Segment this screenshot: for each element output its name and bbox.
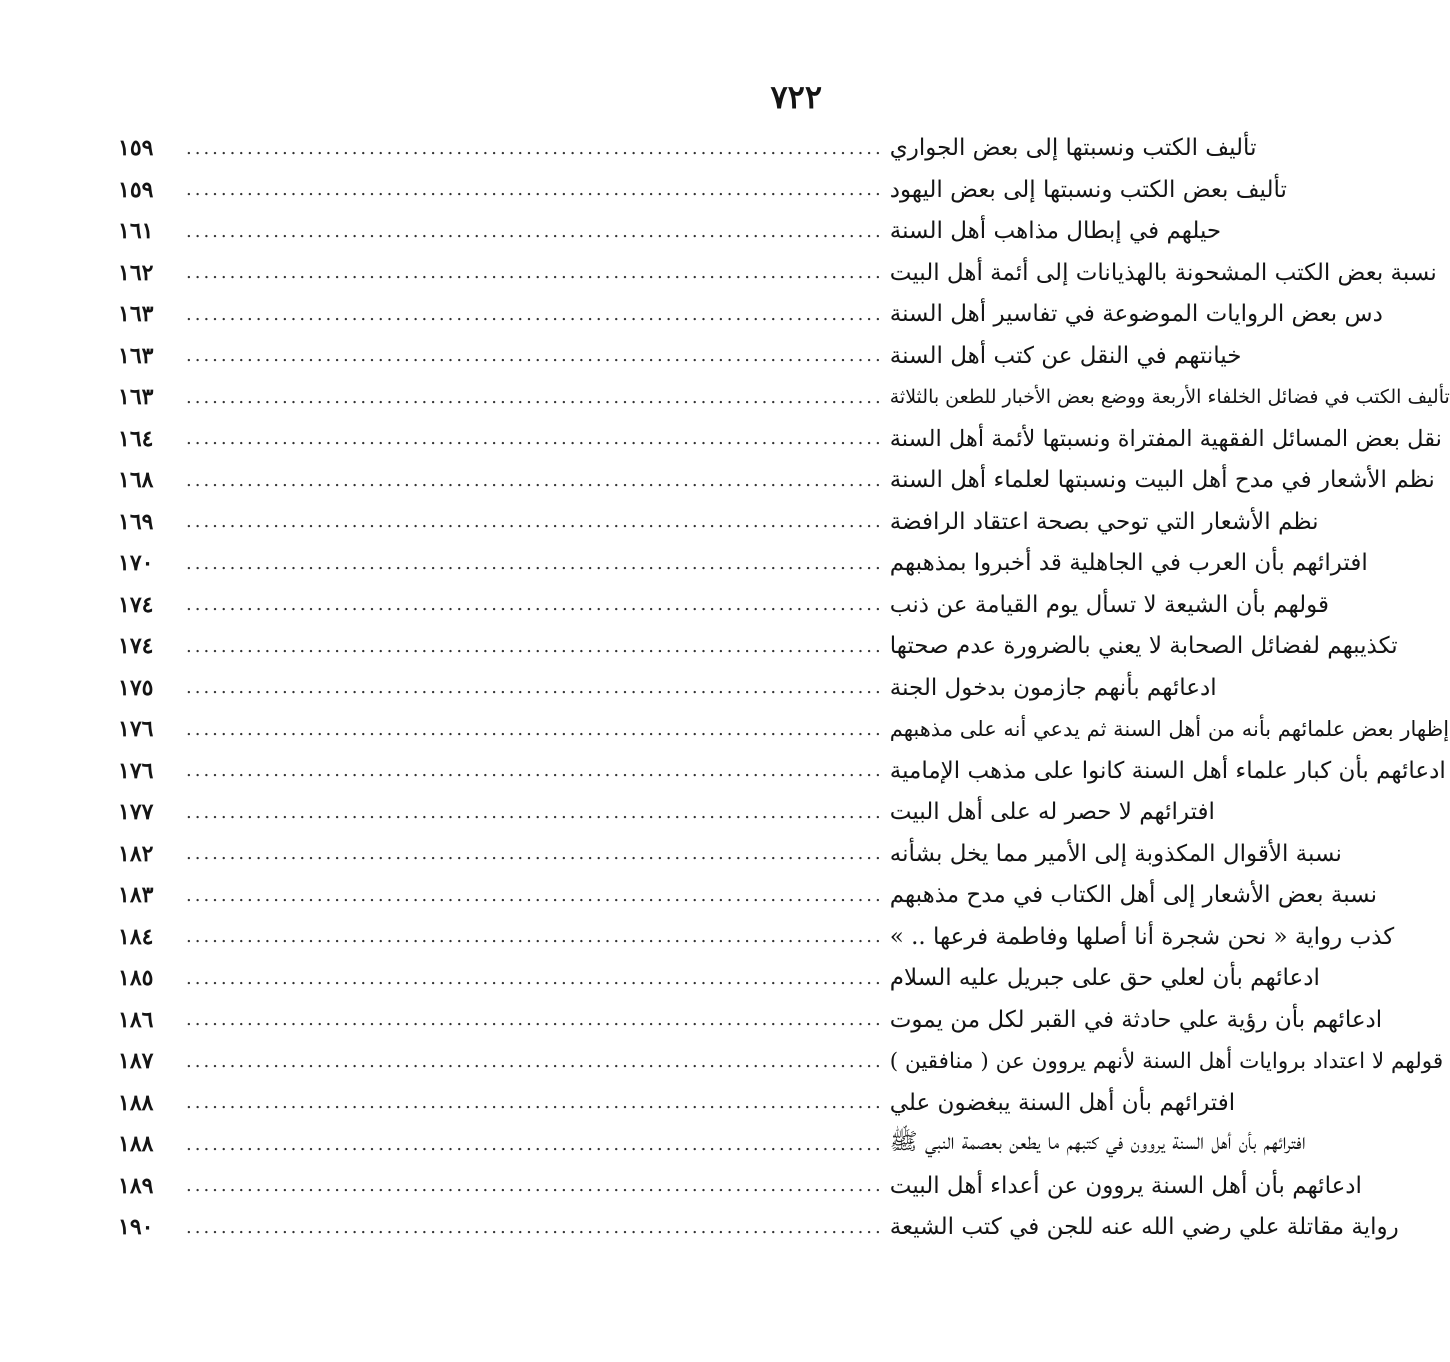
toc-entry	[118, 170, 1287, 210]
toc-leader-dots: ................................................................................	[186, 345, 884, 366]
toc-leader-dots: ................................................................................	[186, 594, 884, 615]
toc-entry	[118, 1166, 1362, 1206]
page-number: ٧٢٢	[770, 78, 822, 116]
toc-entry	[118, 1207, 1399, 1247]
toc-entry	[118, 543, 1368, 583]
toc-leader-dots: ................................................................................	[186, 718, 884, 740]
toc-leader-dots: ................................................................................	[186, 1175, 884, 1196]
toc-entry	[118, 336, 1242, 376]
toc-entry-page: ١٦٣	[118, 342, 154, 369]
toc-entry-page: ١٦٤	[118, 425, 154, 452]
toc-entry	[118, 834, 1342, 874]
toc-entry-page: ١٨٣	[118, 882, 154, 908]
toc-entry-title: نقل بعض المسائل الفقهية المفتراة ونسبتها لأئمة أهل السنة	[889, 425, 1442, 452]
toc-entry	[118, 1000, 1383, 1040]
toc-leader-dots: ................................................................................	[186, 386, 884, 408]
toc-entry-page: ١٥٩	[118, 135, 154, 161]
toc-entry-page: ١٨٨	[118, 1131, 154, 1157]
toc-entry-title: نظم الأشعار التي توحي بصحة اعتقاد الرافضة	[889, 508, 1319, 535]
toc-entry	[118, 1124, 1306, 1164]
toc-entry	[118, 128, 1257, 168]
toc-leader-dots: ................................................................................	[186, 843, 884, 864]
toc-entry	[118, 377, 1450, 417]
toc-entry-title: نسبة الأقوال المكذوبة إلى الأمير مما يخل بشأنه	[889, 840, 1342, 867]
toc-entry	[118, 1083, 1236, 1123]
toc-entry-page: ١٨٩	[118, 1172, 154, 1199]
toc-entry-title: نسبة بعض الكتب المشحونة بالهذيانات إلى أئمة أهل البيت	[889, 259, 1437, 286]
toc-entry-page: ١٧٦	[118, 757, 154, 784]
toc-entry-page: ١٨٧	[118, 1048, 154, 1074]
toc-entry	[118, 1041, 1444, 1081]
toc-leader-dots: ................................................................................	[186, 469, 884, 491]
toc-entry-title: ادعائهم بأن رؤية علي حادثة في القبر لكل من يموت	[889, 1006, 1383, 1033]
toc-entry-page: ١٧٤	[118, 633, 154, 659]
toc-leader-dots: ................................................................................	[186, 511, 884, 532]
toc-entry-title: افترائهم بأن العرب في الجاهلية قد أخبروا بمذهبهم	[889, 550, 1368, 576]
toc-entry-page: ١٥٩	[118, 176, 154, 203]
toc-entry	[118, 792, 1215, 832]
toc-entry-title: تكذيبهم لفضائل الصحابة لا يعني بالضرورة عدم صحتها	[889, 633, 1398, 659]
toc-entry-title: رواية مقاتلة علي رضي الله عنه للجن في كتب الشيعة	[889, 1214, 1399, 1240]
toc-leader-dots: ................................................................................	[186, 220, 884, 242]
toc-entry-page: ١٦٩	[118, 508, 154, 535]
toc-entry-page: ١٨٨	[118, 1089, 154, 1116]
toc-entry-page: ١٨٤	[118, 923, 154, 950]
toc-leader-dots: ................................................................................	[186, 884, 884, 906]
toc-entry	[118, 668, 1217, 708]
toc-entry-title: افترائهم بأن أهل السنة يبغضون علي	[889, 1089, 1236, 1116]
toc-entry-title: ادعائهم بأن أهل السنة يروون عن أعداء أهل البيت	[889, 1172, 1362, 1199]
toc-leader-dots: ................................................................................	[186, 552, 884, 574]
toc-leader-dots: ................................................................................	[186, 262, 884, 283]
toc-entry-page: ١٧٦	[118, 716, 154, 742]
toc-leader-dots: ................................................................................	[186, 1092, 884, 1113]
toc-entry	[118, 626, 1398, 666]
toc-leader-dots: ................................................................................	[186, 1009, 884, 1030]
toc-entry-title: خيانتهم في النقل عن كتب أهل السنة	[889, 342, 1242, 369]
toc-entry	[118, 958, 1320, 998]
toc-leader-dots: ................................................................................	[186, 635, 884, 657]
toc-entry-page: ١٦٢	[118, 259, 154, 286]
toc-leader-dots: ................................................................................	[186, 1216, 884, 1238]
toc-leader-dots: ................................................................................	[186, 760, 884, 781]
toc-leader-dots: ................................................................................	[186, 179, 884, 200]
toc-entry	[118, 253, 1437, 293]
toc-entry	[118, 211, 1222, 251]
toc-leader-dots: ................................................................................	[186, 967, 884, 989]
toc-entry-page: ١٧٠	[118, 550, 154, 576]
toc-leader-dots: ................................................................................	[186, 801, 884, 823]
toc-leader-dots: ................................................................................	[186, 1133, 884, 1155]
toc-leader-dots: ................................................................................	[186, 428, 884, 449]
toc-entry-title: كذب رواية « نحن شجرة أنا أصلها وفاطمة فرعها .. »	[889, 923, 1395, 950]
toc-entry	[118, 419, 1442, 459]
toc-entry-title: تأليف الكتب ونسبتها إلى بعض الجواري	[889, 135, 1257, 161]
toc-entry	[118, 875, 1378, 915]
toc-entry-page: ١٨٥	[118, 965, 154, 991]
toc-leader-dots: ................................................................................	[186, 677, 884, 698]
toc-entry-page: ١٧٤	[118, 591, 154, 618]
toc-leader-dots: ................................................................................	[186, 303, 884, 325]
toc-entry	[118, 751, 1446, 791]
toc-entry-title: حيلهم في إبطال مذاهب أهل السنة	[889, 218, 1222, 244]
toc-entry-page: ١٩٠	[118, 1214, 154, 1240]
toc-entry-title: إظهار بعض علمائهم بأنه من أهل السنة ثم يدعي أنه على مذهبهم	[889, 717, 1450, 741]
toc-entry-title: تأليف بعض الكتب ونسبتها إلى بعض اليهود	[889, 176, 1287, 203]
toc-entry-title: قولهم بأن الشيعة لا تسأل يوم القيامة عن ذنب	[889, 591, 1329, 618]
toc-entry	[118, 709, 1450, 749]
toc-entry-title: افترائهم بأن أهل السنة يروون في كتبهم ما يطعن بعصمة النبي ﷺ	[889, 1129, 1306, 1155]
toc-entry	[118, 502, 1319, 542]
toc-entry-page: ١٧٧	[118, 799, 154, 825]
toc-entry-page: ١٦٨	[118, 467, 154, 493]
toc-leader-dots: ................................................................................	[186, 926, 884, 947]
toc-entry-title: تأليف الكتب في فضائل الخلفاء الأربعة ووضع بعض الأخبار للطعن بالثلاثة	[889, 386, 1450, 408]
toc-entry-title: ادعائهم بأنهم جازمون بدخول الجنة	[889, 674, 1217, 701]
toc-entry	[118, 460, 1435, 500]
toc-entry-page: ١٨٦	[118, 1006, 154, 1033]
toc-entry	[118, 585, 1329, 625]
toc-entry-page: ١٦١	[118, 218, 154, 244]
toc-entry-title: ادعائهم بأن لعلي حق على جبريل عليه السلام	[889, 965, 1320, 991]
toc-entry-title: نسبة بعض الأشعار إلى أهل الكتاب في مدح مذهبهم	[889, 882, 1378, 908]
toc-entry-page: ١٧٥	[118, 674, 154, 701]
toc-leader-dots: ................................................................................	[186, 1050, 884, 1072]
toc-entry-title: نظم الأشعار في مدح أهل البيت ونسبتها لعلماء أهل السنة	[889, 467, 1435, 493]
toc-entry-title: دس بعض الروايات الموضوعة في تفاسير أهل السنة	[889, 301, 1383, 327]
toc-entry-title: افترائهم لا حصر له على أهل البيت	[889, 799, 1215, 825]
toc-entry-title: ادعائهم بأن كبار علماء أهل السنة كانوا على مذهب الإمامية	[889, 757, 1446, 784]
toc-entry-page: ١٦٣	[118, 384, 154, 410]
toc-entry-page: ١٨٢	[118, 840, 154, 867]
toc-entry-page: ١٦٣	[118, 301, 154, 327]
toc-entry	[118, 294, 1383, 334]
toc-leader-dots: ................................................................................	[186, 137, 884, 159]
toc-entry-title: قولهم لا اعتداد بروايات أهل السنة لأنهم يروون عن ( منافقين )	[889, 1048, 1444, 1074]
toc-entry	[118, 917, 1395, 957]
